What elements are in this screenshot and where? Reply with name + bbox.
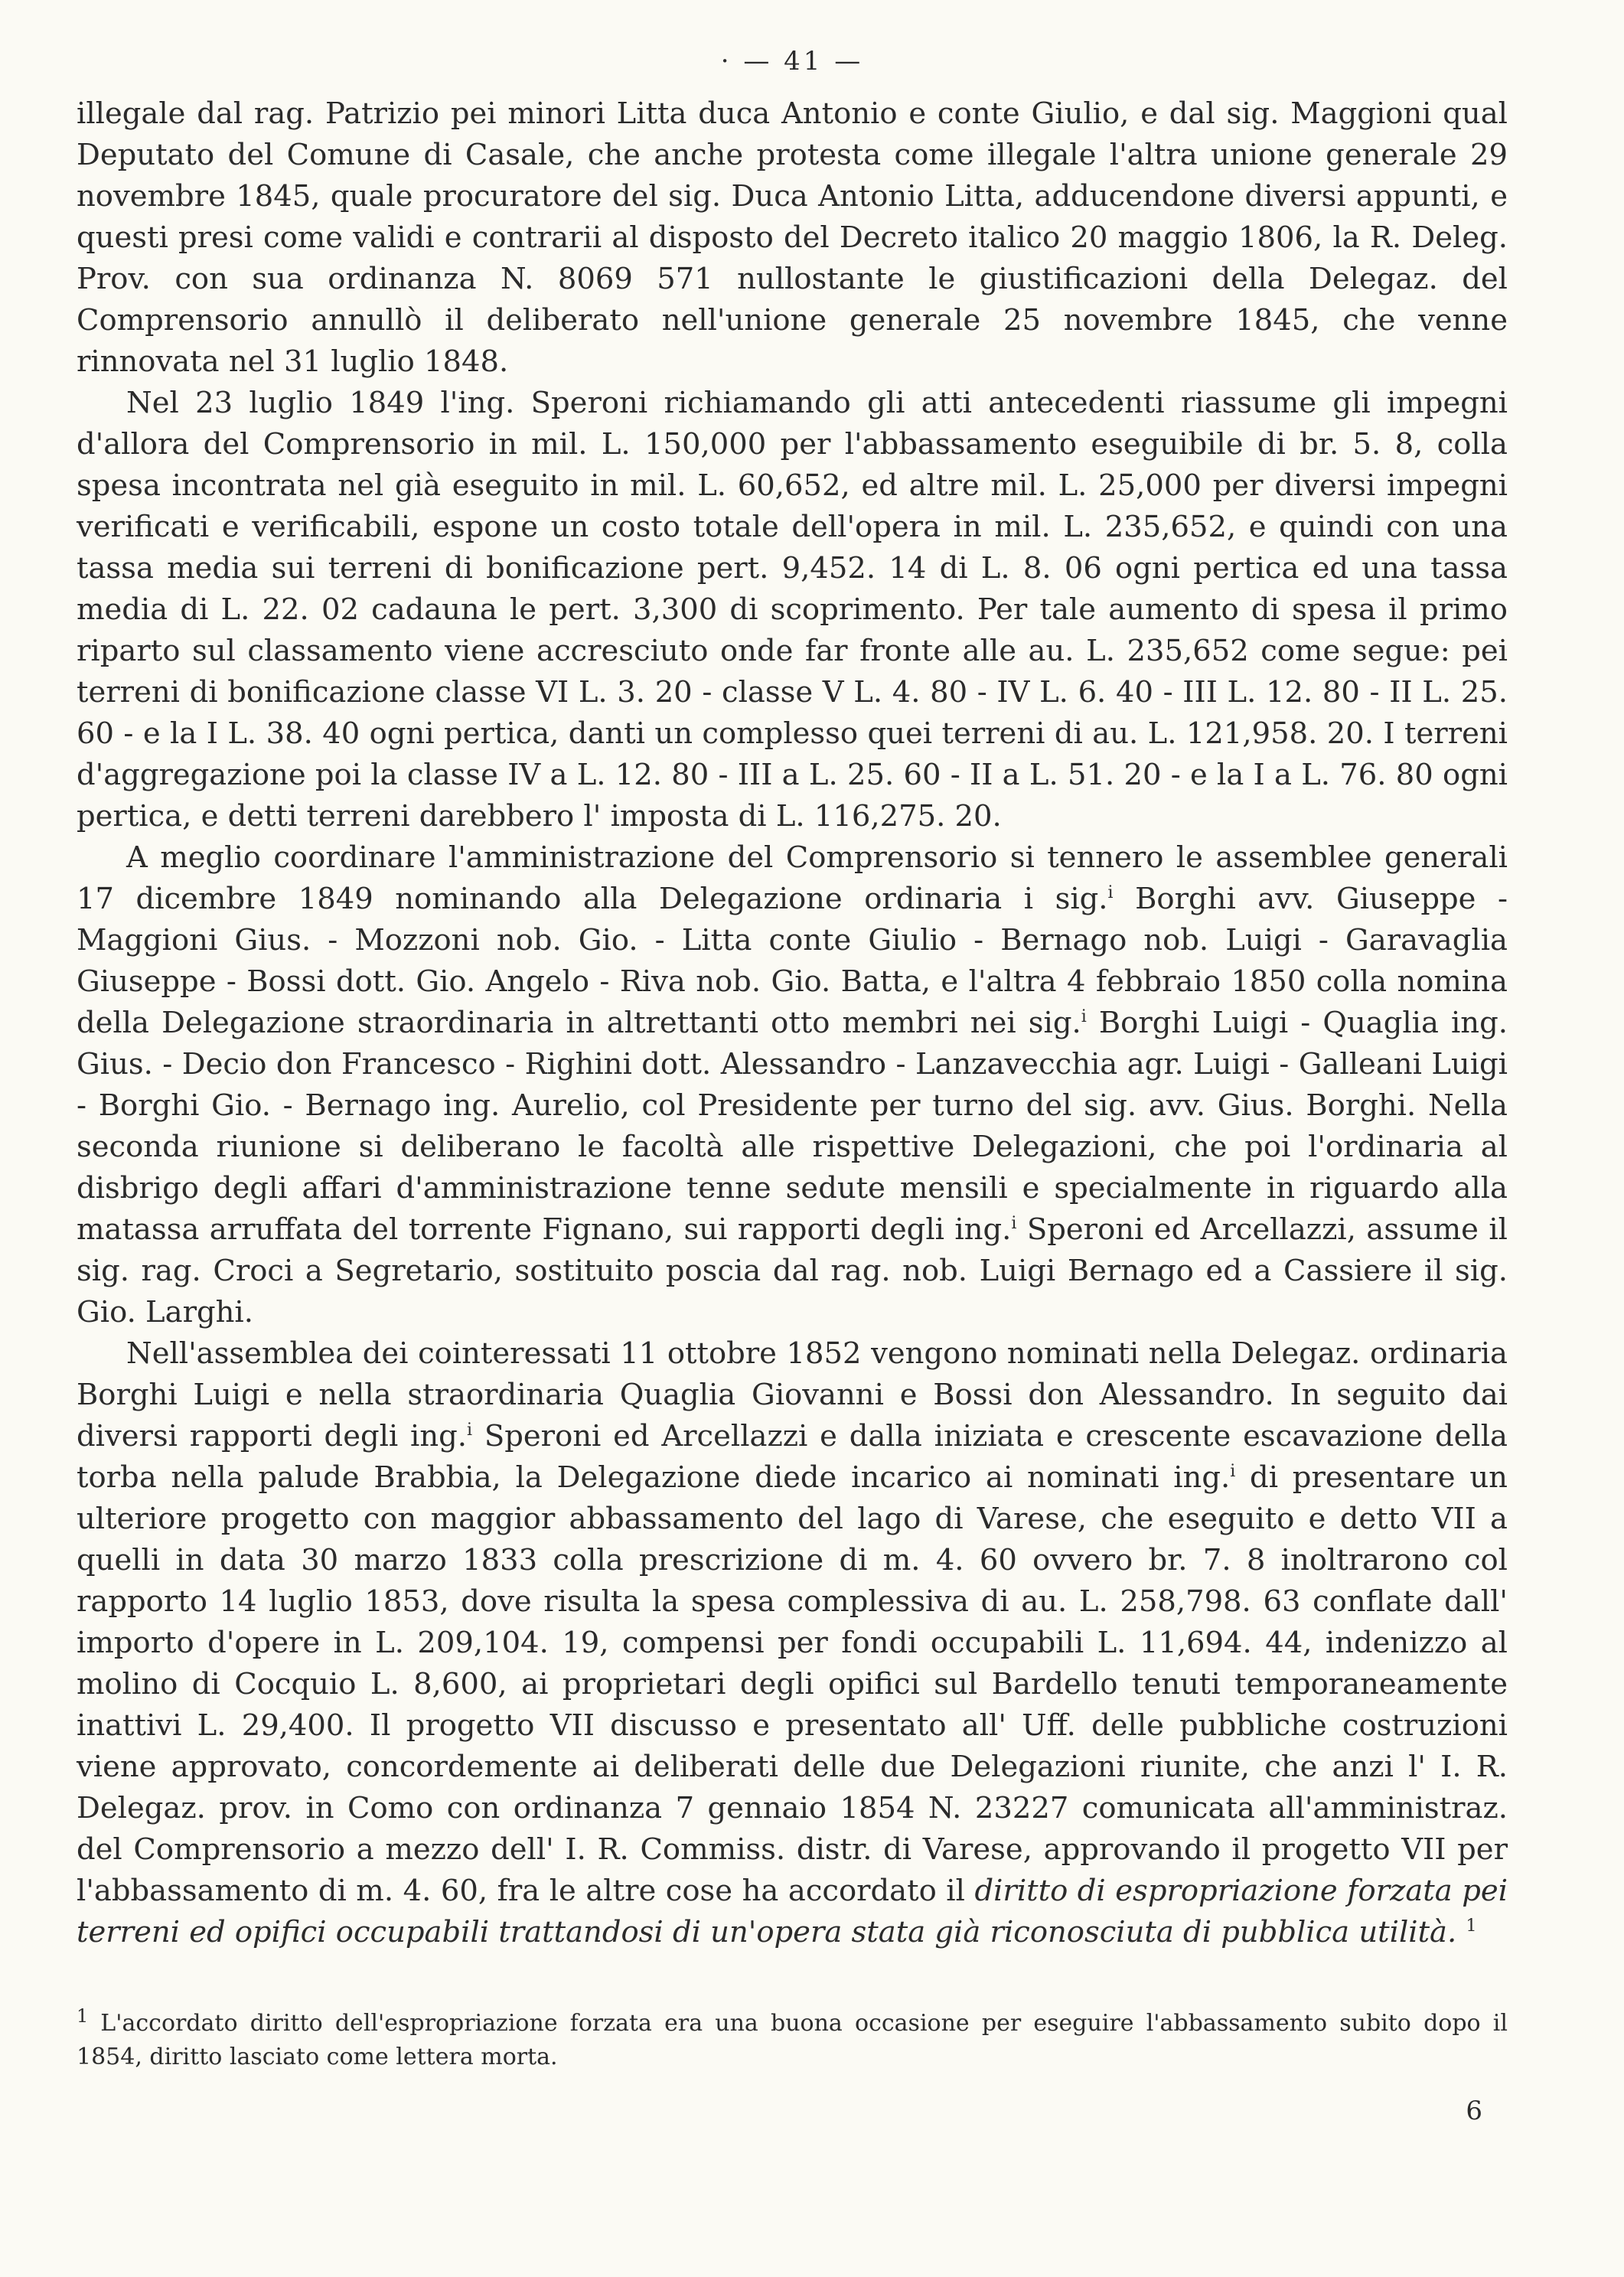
paragraph-4	[77, 1333, 1508, 1953]
footnote	[77, 2007, 1508, 2074]
paragraph-4-part-b: Speroni ed Arcellazzi e dalla iniziata e crescente escavazione della torba nella palude Brabbia, la Delegazione diede incarico ai nominati ing.	[77, 1419, 1508, 1495]
paragraph-2: Nel 23 luglio 1849 l'ing. Speroni richiamando gli atti antecedenti riassume gli impegni d'allora del Comprensorio in mil. L. 150,000 per l'abbassamento eseguibile di br. 5. 8, colla spesa incontrata nel già eseguito in mil. L. 60,652, ed altre mil. L. 25,000 per diversi impegni verificati e verificabili, espone un costo totale dell'opera in mil. L. 235,652, e quindi con una tassa media sui terreni di bonificazione pert. 9,452. 14 di L. 8. 06 ogni pertica ed una tassa media di L. 22. 02 cadauna le pert. 3,300 di scoprimento. Per tale aumento di spesa il primo riparto sul classamento viene accresciuto onde far fronte alle au. L. 235,652 come segue: pei terreni di bonificazione classe VI L. 3. 20 - classe V L. 4. 80 - IV L. 6. 40 - III L. 12. 80 - II L. 25. 60 - e la I L. 38. 40 ogni pertica, danti un complesso quei terreni di au. L. 121,958. 20. I terreni d'aggregazione poi la classe IV a L. 12. 80 - III a L. 25. 60 - II a L. 51. 20 - e la I a L. 76. 80 ogni pertica, e detti terreni darebbero l' imposta di L. 116,275. 20.	[77, 386, 1508, 833]
footnote-text: L'accordato diritto dell'espropriazione forzata era una buona occasione per eseguire l'abbassamento subito dopo il 1854, diritto lasciato come lettera morta.	[77, 2010, 1508, 2070]
paragraph-4-italic: diritto di espropriazione forzata pei terreni ed opifici occupabili trattandosi di un'opera stata già riconosciuta di pubblica utilità.	[77, 1874, 1508, 1949]
paragraph-3-part-b: Borghi avv. Giuseppe - Maggioni Gius. - Mozzoni nob. Gio. - Litta conte Giulio - Bernago nob. Luigi - Garavaglia Giuseppe - Bossi dott. Gio. Angelo - Riva nob. Gio. Batta, e l'altra 4 febbraio 1850 colla nomina della Delegazione straordinaria in altrettanti otto membri nei sig.	[77, 882, 1508, 1040]
page-number: · — 41 —	[720, 46, 864, 77]
paragraph-3-part-c: Borghi Luigi - Quaglia ing. Gius. - Decio don Francesco - Righini dott. Alessandro - Lanzavecchia agr. Luigi - Galleani Luigi - Borghi Gio. - Bernago ing. Aurelio, col Presidente per turno del sig. avv. Gius. Borghi. Nella seconda riunione si deliberano le facoltà alle rispettive Delegazioni, che poi l'ordinaria al disbrigo degli affari d'amministrazione tenne sedute mensili e specialmente in riguardo alla matassa arruffata del torrente Fignano, sui rapporti degli ing.	[77, 1006, 1508, 1247]
signature-mark: 6	[1466, 2096, 1482, 2126]
footnote-reference: 1	[1466, 1917, 1477, 1936]
superscript-mark: i	[1081, 1007, 1087, 1027]
paragraph-4-part-c: di presentare un ulteriore progetto con maggior abbassamento del lago di Varese, che eseguito e detto VII a quelli in data 30 marzo 1833 colla prescrizione di m. 4. 60 ovvero br. 7. 8 inoltrarono col rapporto 14 luglio 1853, dove risulta la spesa complessiva di au. L. 258,798. 63 conflate dall' importo d'opere in L. 209,104. 19, compensi per fondi occupabili L. 11,694. 44, indenizzo al molino di Cocquio L. 8,600, ai proprietari degli opifici sul Bardello tenuti temporaneamente inattivi L. 29,400. Il progetto VII discusso e presentato all' Uff. delle pubbliche costruzioni viene approvato, concordemente ai deliberati delle due Delegazioni riunite, che anzi l' I. R. Delegaz. prov. in Como con ordinanza 7 gennaio 1854 N. 23227 comunicata all'amministraz. del Comprensorio a mezzo dell' I. R. Commiss. distr. di Varese, approvando il progetto VII per l'abbassamento di m. 4. 60, fra le altre cose ha accordato il	[77, 1460, 1508, 1908]
footnote-spacer	[77, 1953, 1508, 2007]
superscript-mark: i	[1107, 883, 1114, 903]
paragraph-1: illegale dal rag. Patrizio pei minori Litta duca Antonio e conte Giulio, e dal sig. Maggioni qual Deputato del Comune di Casale, che anche protesta come illegale l'altra unione generale 29 novembre 1845, quale procuratore del sig. Duca Antonio Litta, adducendone diversi appunti, e questi presi come validi e contrarii al disposto del Decreto italico 20 maggio 1806, la R. Deleg. Prov. con sua ordinanza N. 8069 571 nullostante le giustificazioni della Delegaz. del Comprensorio annullò il deliberato nell'unione generale 25 novembre 1845, che venne rinnovata nel 31 luglio 1848.	[77, 96, 1508, 379]
paragraph-3	[77, 837, 1508, 1333]
page	[77, 46, 1508, 2074]
paragraph-4-part-a: Nell'assemblea dei cointeressati 11 ottobre 1852 vengono nominati nella Delegaz. ordinaria Borghi Luigi e nella straordinaria Quaglia Giovanni e Bossi don Alessandro. In seguito dai diversi rapporti degli ing.	[77, 1336, 1508, 1453]
superscript-mark: i	[467, 1421, 473, 1440]
superscript-mark: i	[1230, 1462, 1236, 1482]
paragraph-3-part-d: Speroni ed Arcellazzi, assume il sig. rag. Croci a Segretario, sostituito poscia dal rag. nob. Luigi Bernago ed a Cassiere il sig. Gio. Larghi.	[77, 1212, 1508, 1329]
paragraph-3-part-a: A meglio coordinare l'amministrazione del Comprensorio si tennero le assemblee generali 17 dicembre 1849 nominando alla Delegazione ordinaria i sig.	[77, 840, 1508, 916]
body-text	[77, 93, 1508, 1953]
footnote-mark: 1	[77, 2005, 89, 2027]
superscript-mark: i	[1011, 1214, 1017, 1234]
